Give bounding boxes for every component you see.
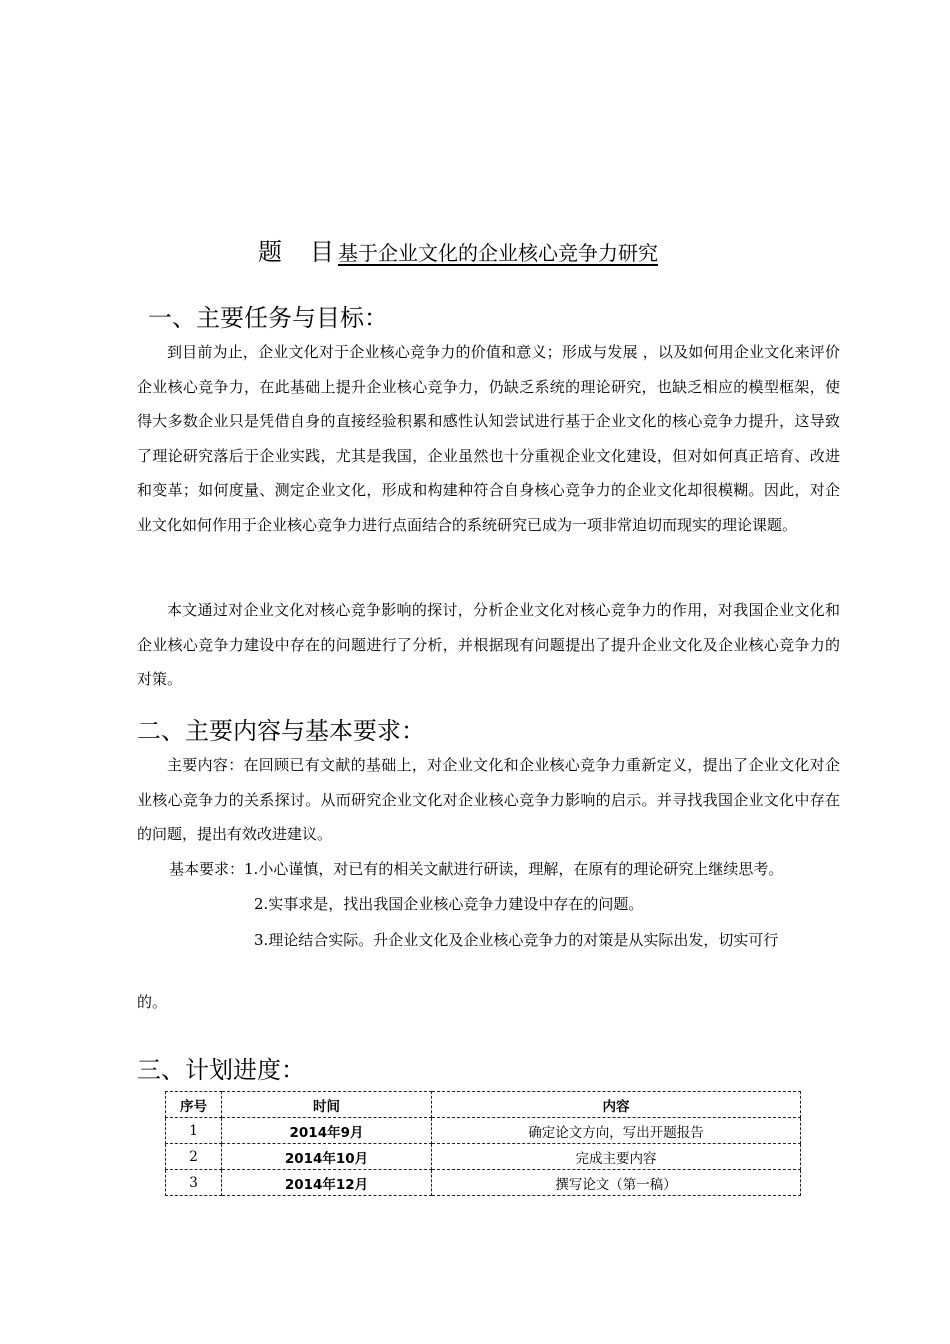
header-content: 内容	[432, 1092, 801, 1118]
table-row	[166, 1170, 801, 1196]
title-label	[258, 238, 334, 266]
section2-heading: 二、主要内容与基本要求：	[137, 717, 425, 745]
row-index: 3	[166, 1170, 222, 1196]
row-content: 确定论文方向，写出开题报告	[432, 1118, 801, 1144]
section1-heading: 一、主要任务与目标：	[148, 304, 388, 332]
row-time: 2014年9月	[222, 1118, 432, 1144]
row-content: 撰写论文（第一稿）	[432, 1170, 801, 1196]
row-content: 完成主要内容	[432, 1144, 801, 1170]
title-label-first: 题	[258, 238, 282, 266]
row-index: 1	[166, 1118, 222, 1144]
table-row	[166, 1144, 801, 1170]
requirement-3: 3.理论结合实际。升企业文化及企业核心竞争力的对策是从实际出发，切实可行	[254, 931, 779, 949]
section3-heading: 三、计划进度：	[137, 1056, 305, 1084]
requirement-1-text: 1.小心谨慎，对已有的相关文献进行研读，理解，在原有的理论研究上继续思考。	[244, 860, 784, 878]
header-index: 序号	[166, 1092, 222, 1118]
row-time: 2014年12月	[222, 1170, 432, 1196]
row-index: 2	[166, 1144, 222, 1170]
title-label-second: 目	[310, 238, 334, 266]
section1-paragraph-2: 本文通过对企业文化对核心竞争影响的探讨，分析企业文化对核心竞争力的作用，对我国企业文化和企业核心竞争力建设中存在的问题进行了分析，并根据现有问题提出了提升企业文化及企业核心竞争力的对策。	[137, 601, 840, 688]
requirement-1	[169, 858, 783, 879]
table-header-row	[166, 1092, 801, 1118]
row-time: 2014年10月	[222, 1144, 432, 1170]
section2-main-content: 主要内容：在回顾已有文献的基础上，对企业文化和企业核心竞争力重新定义，提出了企业文化对企业核心竞争力的关系探讨。从而研究企业文化对企业核心竞争力影响的启示。并寻找我国企业文化中存在的问题，提出有效改进建议。	[137, 756, 840, 843]
requirement-label: 基本要求：	[169, 860, 245, 878]
table-row	[166, 1118, 801, 1144]
section1-paragraph-1: 到目前为止，企业文化对于企业核心竞争力的价值和意义；形成与发展 ，以及如何用企业文化来评价企业核心竞争力，在此基础上提升企业核心竞争力，仍缺乏系统的理论研究，也缺乏相应的模型框架，使得大多数企业只是凭借自身的直接经验积累和感性认知尝试进行基于企业文化的核心竞争力提升，这导致了理论研究落后于企业实践，尤其是我国，企业虽然也十分重视企业文化建设，但对如何真正培育、改进和变革；如何度量、测定企业文化，形成和构建种符合自身核心竞争力的企业文化却很模糊。因此，对企业文化如何作用于企业核心竞争力进行点面结合的系统研究已成为一项非常迫切而现实的理论课题。	[137, 343, 840, 534]
header-time: 时间	[222, 1092, 432, 1118]
title-text: 基于企业文化的企业核心竞争力研究	[338, 241, 658, 265]
requirement-2: 2.实事求是，找出我国企业核心竞争力建设中存在的问题。	[254, 895, 644, 913]
schedule-table	[165, 1091, 801, 1196]
title-line	[258, 232, 658, 267]
requirement-3-continued: 的。	[137, 993, 168, 1011]
